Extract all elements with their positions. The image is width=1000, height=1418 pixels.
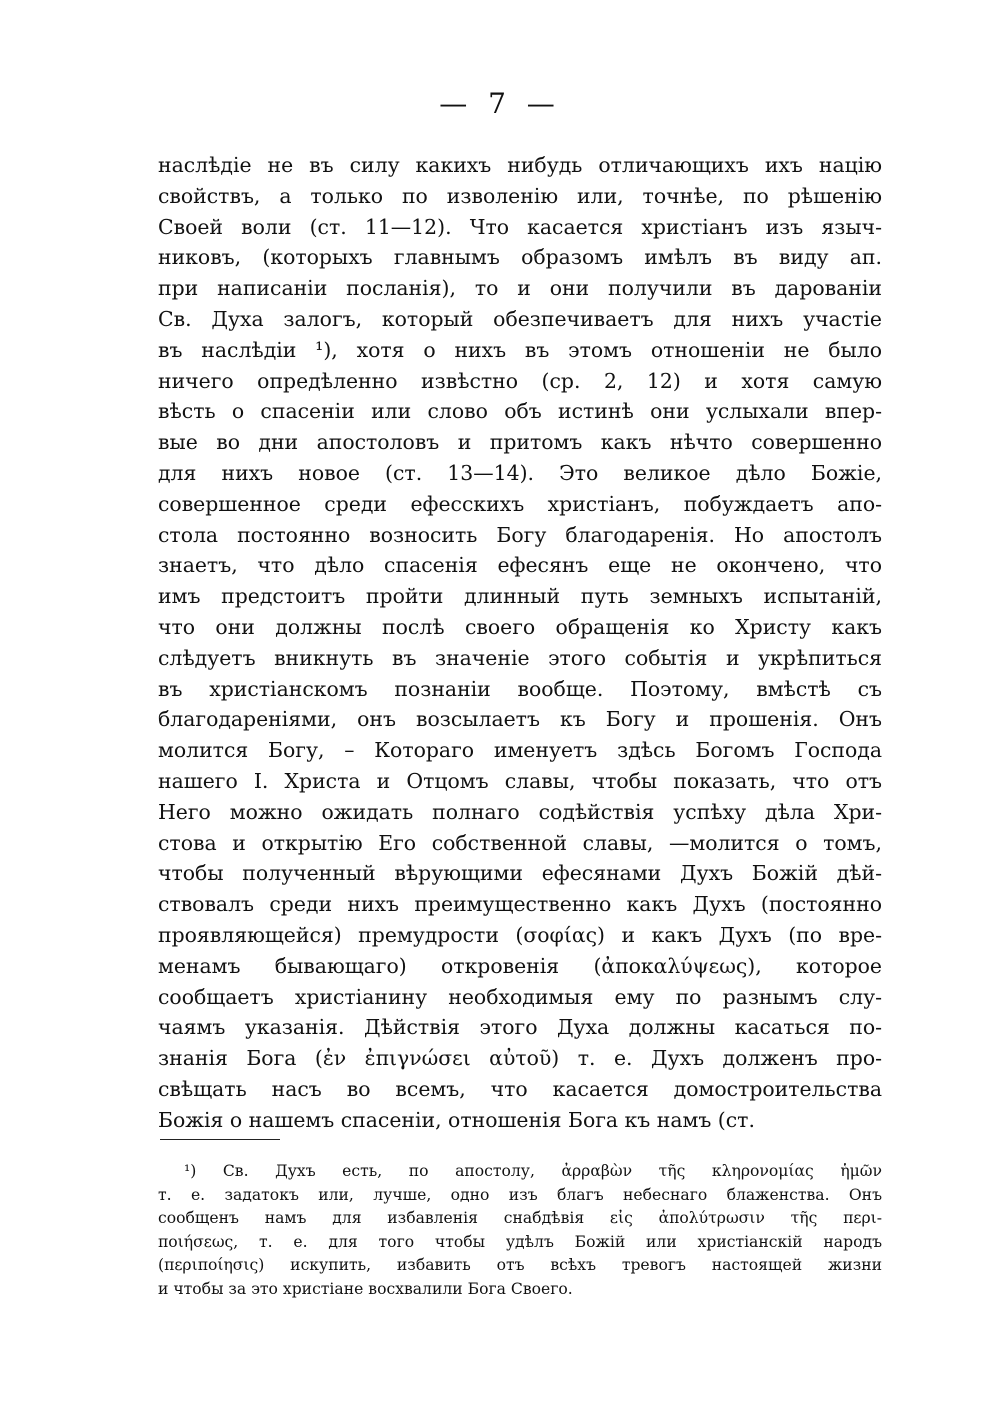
text-line: Своей воли (ст. 11—12). Что касается христіанъ изъ языч- <box>158 214 882 239</box>
text-line: благодареніями, онъ возсылаетъ къ Богу и прошенія. Онъ <box>158 707 882 732</box>
main-text <box>158 150 882 1136</box>
text-line: Него можно ожидать полнаго содѣйствія успѣху дѣла Хри- <box>158 799 882 824</box>
text-line: вѣсть о спасеніи или слово объ истинѣ они услыхали впер- <box>158 399 882 424</box>
text-line: для нихъ новое (ст. 13—14). Это великое дѣло Божіе, <box>158 460 882 485</box>
page-number: — 7 — <box>439 87 561 120</box>
text-line: вые во дни апостоловъ и притомъ какъ нѣчто совершенно <box>158 430 882 455</box>
text-line: Божія о нашемъ спасеніи, отношенія Бога къ намъ (ст. <box>158 1107 755 1132</box>
text-line: что они должны послѣ своего обращенія ко Христу какъ <box>158 614 882 639</box>
text-line: проявляющейся) премудрости (σοφίας) и какъ Духъ (по вре- <box>158 922 882 947</box>
footnote-line: т. е. задатокъ или, лучше, одно изъ благъ небеснаго блаженства. Онъ <box>158 1185 882 1204</box>
text-line: чтобы полученный вѣрующими ефесянами Духъ Божій дѣй- <box>158 861 882 886</box>
text-line: ничего опредѣленно извѣстно (ср. 2, 12) и хотя самую <box>158 368 882 393</box>
footnote-line: сообщенъ намъ для избавленія снабдѣвія εἰς ἀπολύτρωσιν τῆς περι- <box>158 1209 882 1227</box>
text-line: чаямъ указанія. Дѣйствія этого Духа должны касаться по- <box>158 1015 882 1040</box>
text-line: при написаніи посланія), то и они получили въ дарованіи <box>158 276 882 301</box>
text-line: Св. Духа залогъ, который обезпечиваетъ для нихъ участіе <box>158 306 882 331</box>
text-line: ствовалъ среди нихъ преимущественно какъ Духъ (постоянно <box>158 892 882 917</box>
text-line: свѣщать насъ во всемъ, что касается домостроительства <box>158 1076 882 1101</box>
text-line: стола постоянно возносить Богу благодаренія. Но апостолъ <box>158 522 882 547</box>
text-line: нашего І. Христа и Отцомъ славы, чтобы показать, что отъ <box>158 768 882 793</box>
footnote-line: (περιποίησις) искупить, избавить отъ всѣхъ тревогъ настоящей жизни <box>158 1256 882 1274</box>
text-line: наслѣдіе не въ силу какихъ нибудь отличающихъ ихъ націю <box>158 153 882 177</box>
text-line: молится Богу, – Котораго именуетъ здѣсь Богомъ Господа <box>158 738 882 763</box>
footnote <box>158 1160 882 1301</box>
text-line: никовъ, (которыхъ главнымъ образомъ имѣлъ въ виду ап. <box>158 245 882 270</box>
text-line: сообщаетъ христіанину необходимыя ему по разнымъ слу- <box>158 984 882 1009</box>
text-line: знаетъ, что дѣло спасенія ефесянъ еще не окончено, что <box>158 553 882 578</box>
footnote-divider <box>160 1139 280 1140</box>
footnote-line: ¹) Св. Духъ есть, по апостолу, ἀρραβὼν τῆς κληρονομίας ἡμῶν <box>184 1162 882 1180</box>
text-line: слѣдуетъ вникнуть въ значеніе этого событія и укрѣпиться <box>158 645 882 670</box>
text-line: знанія Бога (ἐν ἐπιγνώσει αὐτοῦ) т. е. Духъ долженъ про- <box>158 1046 882 1071</box>
text-line: стова и открытію Его собственной славы, —молится о томъ, <box>158 830 882 855</box>
text-line: имъ предстоитъ пройти длинный путь земныхъ испытаній, <box>158 584 882 609</box>
footnote-line: и чтобы за это христіане восхвалили Бога Своего. <box>158 1279 573 1298</box>
footnote-line: ποιήσεως, т. е. для того чтобы удѣлъ Божій или христіанскій народъ <box>158 1232 882 1251</box>
text-line: свойствъ, а только по изволенію или, точнѣе, по рѣшенію <box>158 183 882 208</box>
text-line: въ христіанскомъ познаніи вообще. Поэтому, вмѣстѣ съ <box>158 676 882 701</box>
text-line: совершенное среди ефесскихъ христіанъ, побуждаетъ апо- <box>158 491 882 516</box>
text-line: менамъ бывающаго) откровенія (ἀποκαλύψεως), которое <box>158 953 882 978</box>
text-line: въ наслѣдіи ¹), хотя о нихъ въ этомъ отношеніи не было <box>158 337 882 362</box>
